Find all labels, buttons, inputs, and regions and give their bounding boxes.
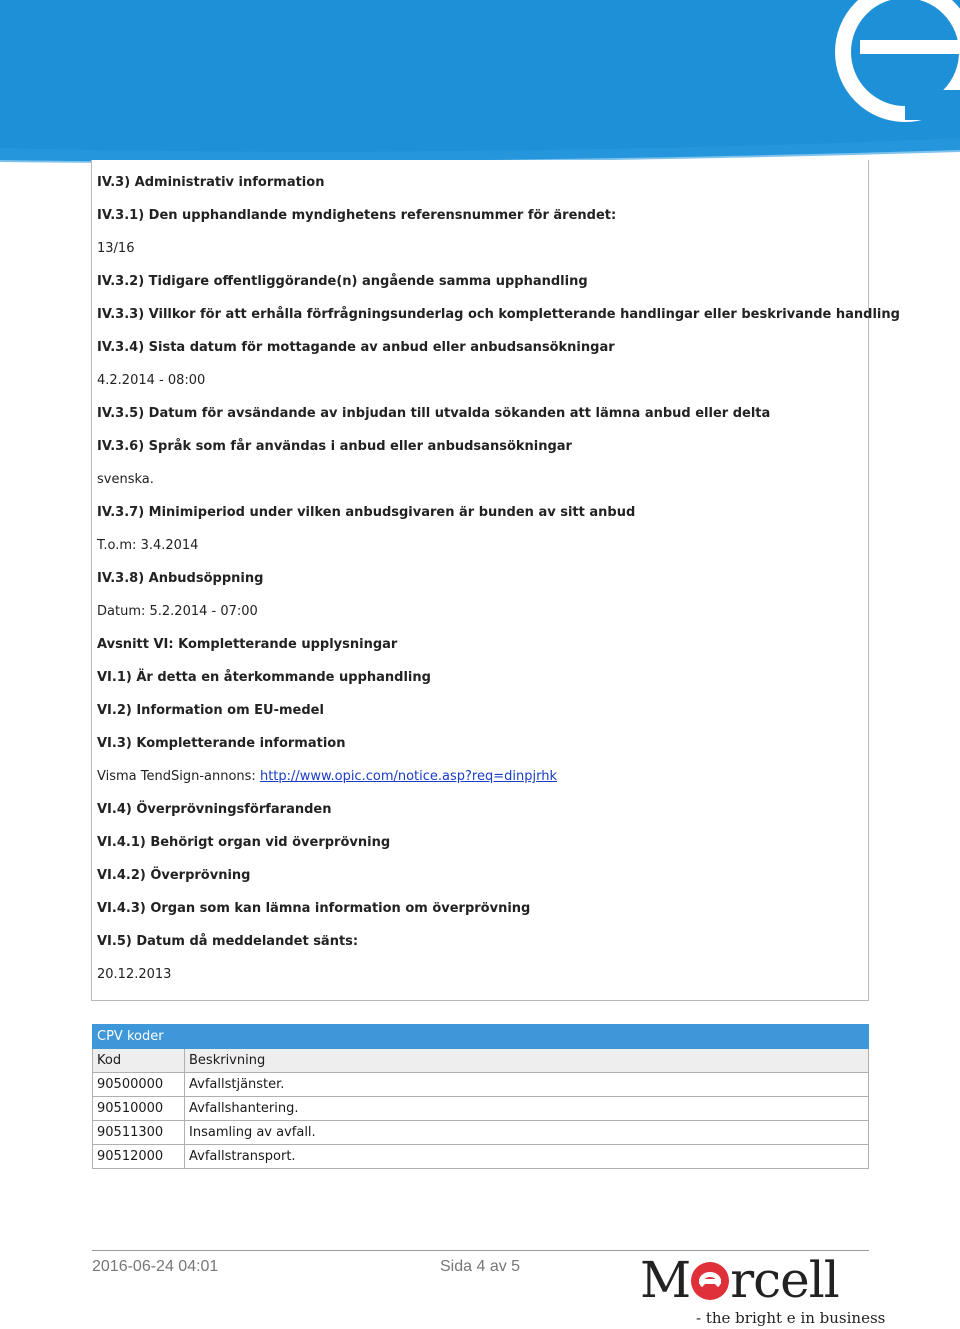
cpv-code: 90512000 [93,1145,185,1169]
section-heading: IV.3) Administrativ information [97,175,325,190]
visma-line [97,768,557,786]
footer-date: 2016-06-24 04:01 [92,1258,219,1275]
section-heading: IV.3.5) Datum för avsändande av inbjudan till utvalda sökanden att lämna anbud eller delta [97,406,771,421]
table-row [93,1121,869,1145]
section-heading: IV.3.6) Språk som får användas i anbud eller anbudsansökningar [97,439,572,454]
section-heading: IV.3.7) Minimiperiod under vilken anbudsgivaren är bunden av sitt anbud [97,505,636,520]
table-row [93,1145,869,1169]
section-heading: VI.4.1) Behörigt organ vid överprövning [97,835,391,850]
cpv-col-code: Kod [93,1049,185,1073]
notice-content-box [91,160,900,1001]
logo-e-icon [691,1262,729,1300]
mercell-logo [640,1251,886,1327]
cpv-table-title: CPV koder [93,1025,869,1049]
section-heading: IV.3.3) Villkor för att erhålla förfrågningsunderlag och kompletterande handlingar eller beskrivande handling [97,307,900,322]
table-row [93,1073,869,1097]
section-value: 4.2.2014 - 08:00 [97,373,206,388]
header-banner [0,0,960,165]
section-heading: VI.4) Överprövningsförfaranden [97,802,332,817]
section-heading: VI.2) Information om EU-medel [97,703,324,718]
cpv-table [92,1024,869,1169]
notice-link[interactable]: http://www.opic.com/notice.asp?req=dinpjrhk [259,769,557,784]
cpv-col-description: Beskrivning [185,1049,869,1073]
section-heading: VI.4.3) Organ som kan lämna information om överprövning [97,901,531,916]
cpv-description: Avfallstjänster. [185,1073,869,1097]
cpv-description: Avfallshantering. [185,1097,869,1121]
section-heading: IV.3.2) Tidigare offentliggörande(n) angående samma upphandling [97,274,588,289]
section-heading: IV.3.1) Den upphandlande myndighetens referensnummer för ärendet: [97,208,617,223]
section-heading: VI.3) Kompletterande information [97,736,346,751]
cpv-description: Insamling av avfall. [185,1121,869,1145]
visma-label: Visma TendSign-annons: [97,769,260,784]
section-heading: VI.5) Datum då meddelandet sänts: [97,934,359,949]
cpv-code: 90500000 [93,1073,185,1097]
logo-wordmark [640,1252,839,1308]
page-number: Sida 4 av 5 [440,1258,521,1275]
logo-text-m: M [640,1251,691,1309]
section-heading: Avsnitt VI: Kompletterande upplysningar [97,637,398,652]
section-value: 13/16 [97,241,135,256]
cpv-code: 90510000 [93,1097,185,1121]
section-heading: IV.3.4) Sista datum för mottagande av anbud eller anbudsansökningar [97,340,615,355]
section-value: 20.12.2013 [97,967,172,982]
cpv-code: 90511300 [93,1121,185,1145]
section-value: svenska. [97,472,154,487]
table-row [93,1097,869,1121]
section-heading: VI.1) Är detta en återkommande upphandling [97,670,431,685]
logo-tagline: - the bright e in business [696,1309,886,1327]
section-heading: VI.4.2) Överprövning [97,868,251,883]
section-heading: IV.3.8) Anbudsöppning [97,571,264,586]
section-value: T.o.m: 3.4.2014 [97,538,199,553]
section-value: Datum: 5.2.2014 - 07:00 [97,604,258,619]
cpv-description: Avfallstransport. [185,1145,869,1169]
logo-text-rest: rcell [730,1251,839,1309]
